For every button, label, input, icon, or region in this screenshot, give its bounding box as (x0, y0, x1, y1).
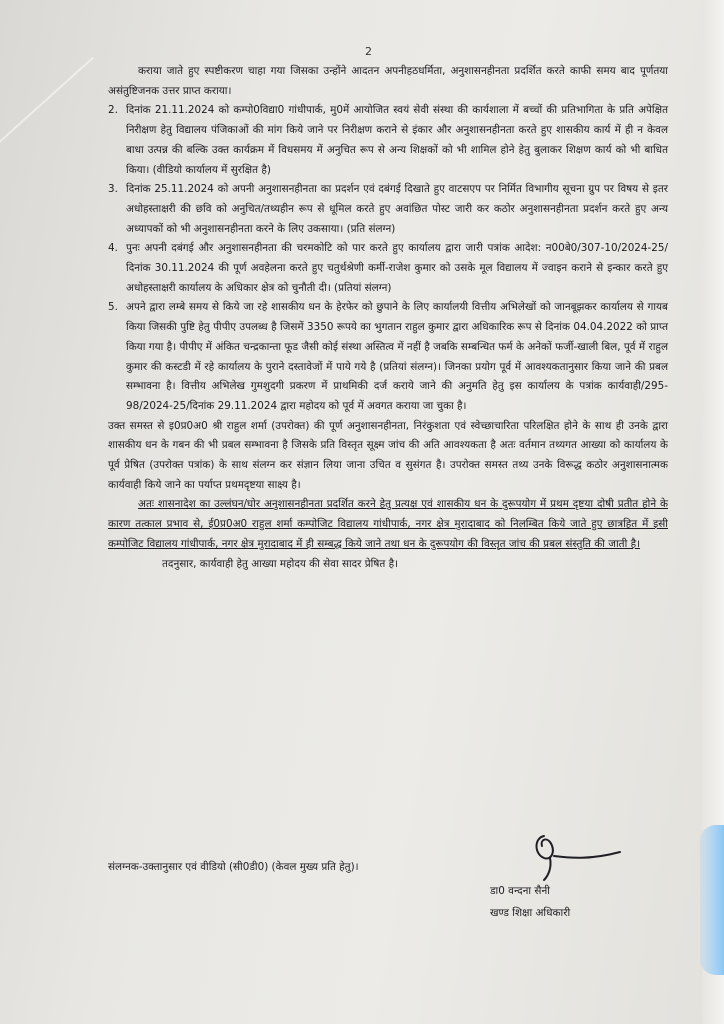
list-item (108, 101, 668, 180)
item-text: पुनः अपनी दबंगई और अनुशासनहीनता की चरमकोटि को पार करते हुए कार्यालय द्वारा जारी पत्रांक आदेश: न00बे0/307-10/2024-25/दिनांक 30.11.2024 की पूर्ण अवहेलना करते हुए चतुर्थश्रेणी कर्मी-राजेश कुमार को उसके मूल विद्यालय में ज्वाइन कराने से इन्कार करते हुए अधोहस्ताक्षरी कार्यालय के अधिकार क्षेत्र को चुनौती दी। (प्रतियां संलग्न) (126, 242, 668, 294)
item-number: 4. (108, 242, 118, 255)
blurred-object (700, 825, 724, 975)
item-text: दिनांक 25.11.2024 को अपनी अनुशासनहीनता का प्रदर्शन एवं दबंगई दिखाते हुए वाटसएप पर निर्मित विभागीय सूचना ग्रुप पर विषय से इतर अधोहस्ताक्षरी की छवि को अनुचित/तथ्यहीन रूप से धूमिल करते हुए अवांछित पोस्ट जारी कर कठोर अनुशासनहीनता प्रदर्शन करते हुए अन्य अध्यापकों को भी अनुशासनहीनता करने के लिए उकसाया। (प्रति संलग्न) (126, 183, 668, 235)
signatory-designation: खण्ड शिक्षा अधिकारी (490, 907, 571, 919)
handwritten-signature (530, 828, 625, 883)
paper-fold-mark (0, 57, 94, 145)
signatory-name: डा0 वन्दना सैनी (490, 885, 550, 897)
enclosure-note: संलग्नक-उक्तानुसार एवं वीडियो (सी0डी0) (केवल मुख्य प्रति हेतु)। (108, 861, 359, 873)
intro-paragraph: कराया जाते हुए स्पष्टीकरण चाहा गया जिसका उन्होंने आदतन अपनीहठधर्मिता, अनुशासनहीनता प्रदर्शित करते काफी समय बाद पूर्णतया असंतुष्टिजनक उत्तर प्राप्त कराया। (108, 65, 668, 97)
item-number: 2. (108, 104, 118, 117)
item-number: 5. (108, 301, 118, 314)
item-number: 3. (108, 183, 118, 196)
item-text: दिनांक 21.11.2024 को कम्पो0विद्या0 गांधीपार्क, मु0में आयोजित स्वयं सेवी संस्था की कार्यशाला में बच्चों की प्रतिभागिता के प्रति अपेक्षित निरीक्षण हेतु विद्यालय पंजिकाओं की मांग किये जाने पर निरीक्षण कराने से इंकार और अनुशासनहीनता करते हुए शासकीय कार्य में ही न केवल बाधा उत्पन्न की बल्कि उक्त कार्यक्रम में विधसमय में अनुचित रूप से अन्य शिक्षकों को भी शामिल होने हेतु बुलाकर शिक्षण कार्य को भी बाधित किया। (वीडियो कार्यालय में सुरक्षित है) (126, 104, 668, 176)
forwarding-line: तदनुसार, कार्यवाही हेतु आख्या महोदय की सेवा सादर प्रेषित है। (162, 557, 399, 570)
letter-body (108, 62, 668, 574)
page-number: 2 (365, 45, 372, 58)
list-item (108, 298, 668, 416)
list-item (108, 239, 668, 298)
item-text: अपने द्वारा लम्बे समय से किये जा रहे शासकीय धन के हेरफेर को छुपाने के लिए कार्यालयी वित्तीय अभिलेखों को जानबूझकर कार्यालय से गायब किया जिसकी पुष्टि हेतु पीपीए उपलब्ध है जिसमें 3350 रूपये का भुगतान राहुल कुमार द्वारा अधिकारिक रूप से दिनांक 04.04.2022 को प्राप्त किया गया है। पीपीए में अंकित चन्द्रकान्ता फूड जैसी कोई संस्था अस्तित्व में नहीं है जबकि सम्बन्धित फर्म के अनेकों फर्जी-खाली बिल, पूर्व में राहुल कुमार की कस्टडी में रहे कार्यालय के पुराने दस्तावेजों में पाये गये है (प्रतियां संलग्न)। जिनका प्रयोग पूर्व में आवश्यकतानुसार किया जाने की प्रबल सम्भावना है। वित्तीय अभिलेख गुमशुदगी प्रकरण में प्राथमिकी दर्ज कराये जाने की अनुमति हेतु इस कार्यालय के पत्रांक कार्यवाही/295-98/2024-25/दिनांक 29.11.2024 द्वारा महोदय को पूर्व में अवगत कराया जा चुका है। (126, 301, 668, 412)
list-item (108, 180, 668, 239)
signature-block (490, 880, 570, 924)
recommendation-paragraph: अतः शासनादेश का उल्लंघन/घोर अनुशासनहीनता प्रदर्शित करने हेतु प्रत्यक्ष एवं शासकीय धन के दुरूपयोग में प्रथम दृष्टया दोषी प्रतीत होने के कारण तत्काल प्रभाव से, ई0प्र0अ0 राहुल शर्मा कम्पोजिट विद्यालय गांधीपार्क, नगर क्षेत्र मुरादाबाद को निलम्बित किये जाते हुए छात्रहित में इसी कम्पोजिट विद्यालय गांधीपार्क, नगर क्षेत्र मुरादाबाद में ही सम्बद्ध किये जाने तथा धन के दुरूपयोग की विस्तृत जांच की प्रबल संस्तुति की जाती है। (108, 498, 668, 550)
summary-paragraph: उक्त समस्त से इ0प्र0अ0 श्री राहुल शर्मा (उपरोक्त) की पूर्ण अनुशासनहीनता, निरंकुशता एवं स्वेच्छाचारिता परिलक्षित होने के साथ ही उनके द्वारा शासकीय धन के गबन की भी प्रबल सम्भावना है जिसके प्रति विस्तृत सूक्ष्म जांच की अति आवश्यकता है अतः वर्तमान तथ्यगत आख्या को कार्यालय के पूर्व प्रेषित (उपरोक्त पत्रांक) के साथ संलग्न कर संज्ञान लिया जाना उचित व सुसंगत है। उपरोक्त समस्त तथ्य उनके विरूद्ध कठोर अनुशासनात्मक कार्यवाही किये जाने का पर्याप्त प्रथमदृष्टया साक्ष्य है। (108, 419, 668, 491)
